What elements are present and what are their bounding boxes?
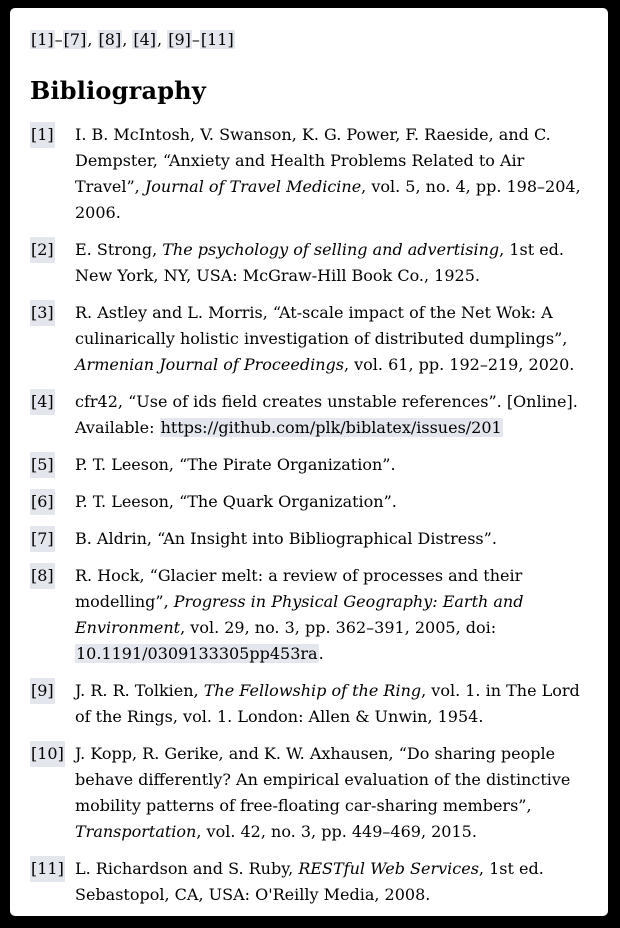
bib-entry bbox=[30, 300, 590, 378]
bib-entry-number-link[interactable]: [10] bbox=[30, 741, 65, 767]
bib-entry-text bbox=[75, 389, 590, 441]
reference-text: L. Richardson and S. Ruby, bbox=[75, 859, 299, 878]
page-content bbox=[10, 8, 608, 916]
bib-entry bbox=[30, 389, 590, 441]
reference-text: B. Aldrin, “An Insight into Bibliographical Distress”. bbox=[75, 529, 497, 548]
reference-text: , bbox=[157, 30, 168, 49]
work-title-italic: RESTful Web Services bbox=[298, 859, 479, 878]
bib-entry-number-link[interactable]: [1] bbox=[30, 122, 55, 148]
reference-text: , bbox=[87, 30, 98, 49]
bib-entry-text bbox=[75, 741, 590, 845]
work-title-italic: Transportation bbox=[75, 822, 197, 841]
reference-text: – bbox=[54, 30, 63, 49]
bib-entry-text bbox=[75, 452, 590, 478]
bib-entry-text bbox=[75, 237, 590, 289]
bib-entry bbox=[30, 122, 590, 226]
bib-entry bbox=[30, 678, 590, 730]
bib-entry-label bbox=[30, 237, 75, 263]
reference-text: P. T. Leeson, “The Pirate Organization”. bbox=[75, 455, 396, 474]
bib-entry bbox=[30, 563, 590, 667]
work-title-italic: The Fellowship of the Ring bbox=[203, 681, 422, 700]
reference-text: , vol. 42, no. 3, pp. 449–469, 2015. bbox=[196, 822, 477, 841]
work-title-italic: The psychology of selling and advertising bbox=[162, 240, 500, 259]
bib-entry-label bbox=[30, 741, 75, 767]
bib-entry-text bbox=[75, 300, 590, 378]
reference-text: , 1st ed. New York, NY, USA: McGraw-Hill Book Co., 1925. bbox=[75, 240, 564, 285]
bib-entry-text bbox=[75, 526, 590, 552]
bib-entry-number-link[interactable]: [2] bbox=[30, 237, 55, 263]
citation-link[interactable]: [7] bbox=[63, 30, 87, 49]
reference-text: – bbox=[191, 30, 200, 49]
bib-entry-label bbox=[30, 563, 75, 589]
bib-entry-number-link[interactable]: [7] bbox=[30, 526, 55, 552]
work-title-italic: Progress in Physical Geography: Earth and Environment bbox=[75, 592, 524, 637]
reference-text: , vol. 1. in The Lord of the Rings, vol. 1. London: Allen & Unwin, 1954. bbox=[75, 681, 580, 726]
bib-entry-text bbox=[75, 678, 590, 730]
bib-entry-label bbox=[30, 856, 75, 882]
bib-entry-number-link[interactable]: [5] bbox=[30, 452, 55, 478]
bib-entry-text bbox=[75, 563, 590, 667]
bib-entry bbox=[30, 741, 590, 845]
work-title-italic: Journal of Travel Medicine bbox=[144, 177, 362, 196]
bib-entry-number-link[interactable]: [9] bbox=[30, 678, 55, 704]
citation-link[interactable]: [1] bbox=[31, 30, 54, 49]
bib-entry-text bbox=[75, 856, 590, 908]
bibliography-list bbox=[30, 122, 590, 908]
bib-entry-text bbox=[75, 489, 590, 515]
bibliography-heading: Bibliography bbox=[30, 76, 206, 105]
bib-entry-label bbox=[30, 678, 75, 704]
reference-text: P. T. Leeson, “The Quark Organization”. bbox=[75, 492, 397, 511]
bib-entry bbox=[30, 856, 590, 908]
bib-entry-number-link[interactable]: [3] bbox=[30, 300, 55, 326]
bib-entry bbox=[30, 237, 590, 289]
reference-text: J. Kopp, R. Gerike, and K. W. Axhausen, “Do sharing people behave differently? An empirical evaluation of the distinctive mobility patterns of free-floating car-sharing members”, bbox=[75, 744, 571, 815]
reference-text: cfr42, “Use of ids field creates unstable references”. [Online]. Available: bbox=[75, 392, 578, 437]
reference-text: . bbox=[318, 644, 324, 663]
bib-entry-text bbox=[75, 122, 590, 226]
bib-entry-number-link[interactable]: [4] bbox=[30, 389, 55, 415]
reference-text: , 1st ed. Sebastopol, CA, USA: O'Reilly Media, 2008. bbox=[75, 859, 544, 904]
reference-text: , vol. 29, no. 3, pp. 362–391, 2005, doi: bbox=[180, 618, 497, 637]
bib-entry-label bbox=[30, 526, 75, 552]
bib-entry bbox=[30, 489, 590, 515]
reference-text: , bbox=[122, 30, 133, 49]
bib-entry-number-link[interactable]: [11] bbox=[30, 856, 65, 882]
reference-link[interactable]: 10.1191/0309133305pp453ra bbox=[76, 644, 318, 663]
bib-entry-number-link[interactable]: [6] bbox=[30, 489, 55, 515]
reference-text: R. Hock, “Glacier melt: a review of processes and their modelling”, bbox=[75, 566, 523, 611]
bib-entry-number-link[interactable]: [8] bbox=[30, 563, 55, 589]
work-title-italic: Armenian Journal of Proceedings bbox=[75, 355, 344, 374]
bib-entry bbox=[30, 452, 590, 478]
reference-link[interactable]: https://github.com/plk/biblatex/issues/201 bbox=[160, 418, 502, 437]
bib-entry bbox=[30, 526, 590, 552]
document-page bbox=[10, 8, 608, 916]
bib-entry-label bbox=[30, 389, 75, 415]
reference-text: I. B. McIntosh, V. Swanson, K. G. Power, F. Raeside, and C. Dempster, “Anxiety and Health Problems Related to Air Travel”, bbox=[75, 125, 551, 196]
bib-entry-label bbox=[30, 489, 75, 515]
citation-link[interactable]: [4] bbox=[133, 30, 157, 49]
citation-link[interactable]: [8] bbox=[98, 30, 122, 49]
reference-text: , vol. 61, pp. 192–219, 2020. bbox=[343, 355, 575, 374]
reference-text: R. Astley and L. Morris, “At-scale impact of the Net Wok: A culinarically holistic investigation of distributed dumplings”, bbox=[75, 303, 568, 348]
reference-text: E. Strong, bbox=[75, 240, 163, 259]
reference-text: J. R. R. Tolkien, bbox=[75, 681, 204, 700]
bib-entry-label bbox=[30, 452, 75, 478]
citation-references-line bbox=[30, 28, 590, 52]
bib-entry-label bbox=[30, 300, 75, 326]
bib-entry-label bbox=[30, 122, 75, 148]
citation-link[interactable]: [11] bbox=[200, 30, 234, 49]
citation-link[interactable]: [9] bbox=[168, 30, 191, 49]
reference-text: , vol. 5, no. 4, pp. 198–204, 2006. bbox=[75, 177, 581, 222]
